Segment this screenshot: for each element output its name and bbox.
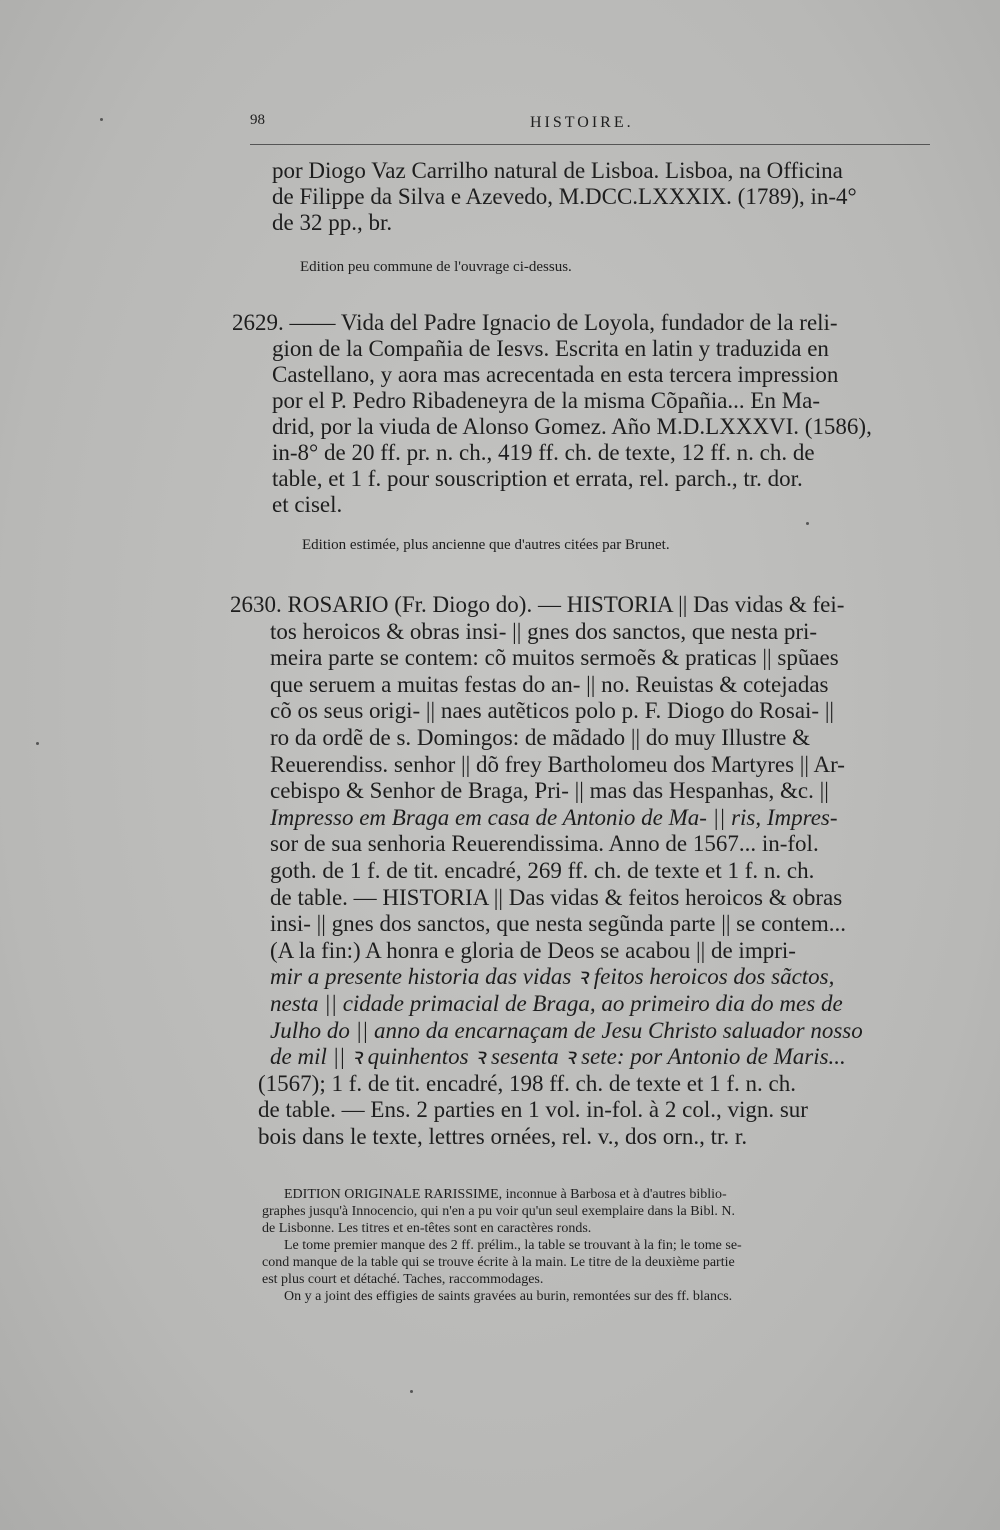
page-number: 98: [250, 112, 265, 128]
entry-note: Edition estimée, plus ancienne que d'autres citées par Brunet.: [302, 537, 670, 553]
text-line: Impresso em Braga em casa de Antonio de Ma- || ris, Impres-: [270, 804, 838, 830]
text-line: bois dans le texte, lettres ornées, rel. v., dos orn., tr. r.: [258, 1123, 748, 1149]
text-line: nesta || cidade primacial de Braga, ao primeiro dia do mes de: [270, 990, 843, 1016]
text-line: Reuerendiss. senhor || dõ frey Bartholomeu dos Martyres || Ar-: [270, 751, 845, 777]
scan-speck: [100, 118, 103, 121]
text-line: cõ os seus origi- || naes autẽticos polo p. F. Diogo do Rosai- ||: [270, 698, 835, 724]
text-line: Julho do || anno da encarnaçam de Jesu Christo saluador nosso: [270, 1017, 863, 1043]
scan-speck: [36, 742, 39, 745]
text-line: in-8° de 20 ff. pr. n. ch., 419 ff. ch. de texte, 12 ff. n. ch. de: [272, 440, 815, 465]
entry-2630: [230, 592, 930, 1150]
running-head: HISTOIRE.: [530, 114, 634, 131]
note-line: Le tome premier manque des 2 ff. prélim., la table se trouvant à la fin; le tome se-: [284, 1238, 742, 1253]
text-line: (1567); 1 f. de tit. encadré, 198 ff. ch. de texte et 1 f. n. ch.: [258, 1070, 796, 1096]
text-line: et cisel.: [272, 492, 343, 517]
text-line: de Filippe da Silva e Azevedo, M.DCC.LXXXIX. (1789), in-4°: [272, 184, 857, 209]
text-line: de table. — HISTORIA || Das vidas & feitos heroicos & obras: [270, 884, 843, 910]
entry-2629: [232, 310, 932, 518]
text-line: que seruem a muitas festas do an- || no. Reuistas & cotejadas: [270, 671, 829, 697]
text-line: table, et 1 f. pour souscription et errata, rel. parch., tr. dor.: [272, 466, 803, 491]
text-line: por Diogo Vaz Carrilho natural de Lisboa. Lisboa, na Officina: [272, 158, 843, 183]
entry-continuation: [272, 158, 932, 236]
note-line: de Lisbonne. Les titres et en-têtes sont en caractères ronds.: [262, 1221, 592, 1236]
note-line: est plus court et détaché. Taches, raccommodages.: [262, 1272, 544, 1287]
page-header: [250, 108, 930, 145]
entry-2630-notes: [262, 1186, 902, 1305]
text-line: drid, por la viuda de Alonso Gomez. Año M.D.LXXXVI. (1586),: [272, 414, 872, 439]
text-line: de 32 pp., br.: [272, 210, 393, 235]
scan-speck: [806, 522, 809, 525]
note-line: graphes jusqu'à Innocencio, qui n'en a pu voir qu'un seul exemplaire dans la Bibl. N.: [262, 1204, 735, 1219]
note-line: cond manque de la table qui se trouve écrite à la main. Le titre de la deuxième partie: [262, 1255, 735, 1270]
text-line: sor de sua senhoria Reuerendissima. Anno de 1567... in-fol.: [270, 831, 819, 857]
text-line: 2630. ROSARIO (Fr. Diogo do). — HISTORIA || Das vidas & fei-: [230, 592, 845, 617]
text-line: gion de la Compañia de Iesvs. Escrita en latin y traduzida en: [272, 336, 829, 361]
text-line: 2629. —— Vida del Padre Ignacio de Loyola, fundador de la reli-: [232, 310, 838, 335]
entry-note: Edition peu commune de l'ouvrage ci-dessus.: [300, 259, 572, 275]
note-line: EDITION ORIGINALE RARISSIME, inconnue à Barbosa et à d'autres biblio-: [284, 1187, 727, 1202]
text-line: (A la fin:) A honra e gloria de Deos se acabou || de impri-: [270, 937, 796, 963]
text-line: ro da ordẽ de s. Domingos: de mãdado || do muy Illustre &: [270, 724, 811, 750]
text-line: meira parte se contem: cõ muitos sermoẽs & praticas || spũaes: [270, 645, 839, 671]
text-line: mir a presente historia das vidas ꝛ feitos heroicos dos sãctos,: [270, 964, 835, 990]
note-line: On y a joint des effigies de saints gravées au burin, remontées sur des ff. blancs.: [284, 1289, 733, 1304]
scan-speck: [410, 1390, 413, 1393]
text-line: de table. — Ens. 2 parties en 1 vol. in-fol. à 2 col., vign. sur: [258, 1097, 808, 1123]
text-line: cebispo & Senhor de Braga, Pri- || mas das Hespanhas, &c. ||: [270, 778, 829, 804]
text-line: de mil || ꝛ quinhentos ꝛ sesenta ꝛ sete: por Antonio de Maris...: [270, 1044, 846, 1070]
text-line: por el P. Pedro Ribadeneyra de la misma Cõpañia... En Ma-: [272, 388, 821, 413]
text-line: tos heroicos & obras insi- || gnes dos sanctos, que nesta pri-: [270, 618, 818, 644]
text-line: goth. de 1 f. de tit. encadré, 269 ff. ch. de texte et 1 f. n. ch.: [270, 857, 815, 883]
text-line: Castellano, y aora mas acrecentada en esta tercera impression: [272, 362, 839, 387]
text-line: insi- || gnes dos sanctos, que nesta segũnda parte || se contem...: [270, 911, 847, 937]
